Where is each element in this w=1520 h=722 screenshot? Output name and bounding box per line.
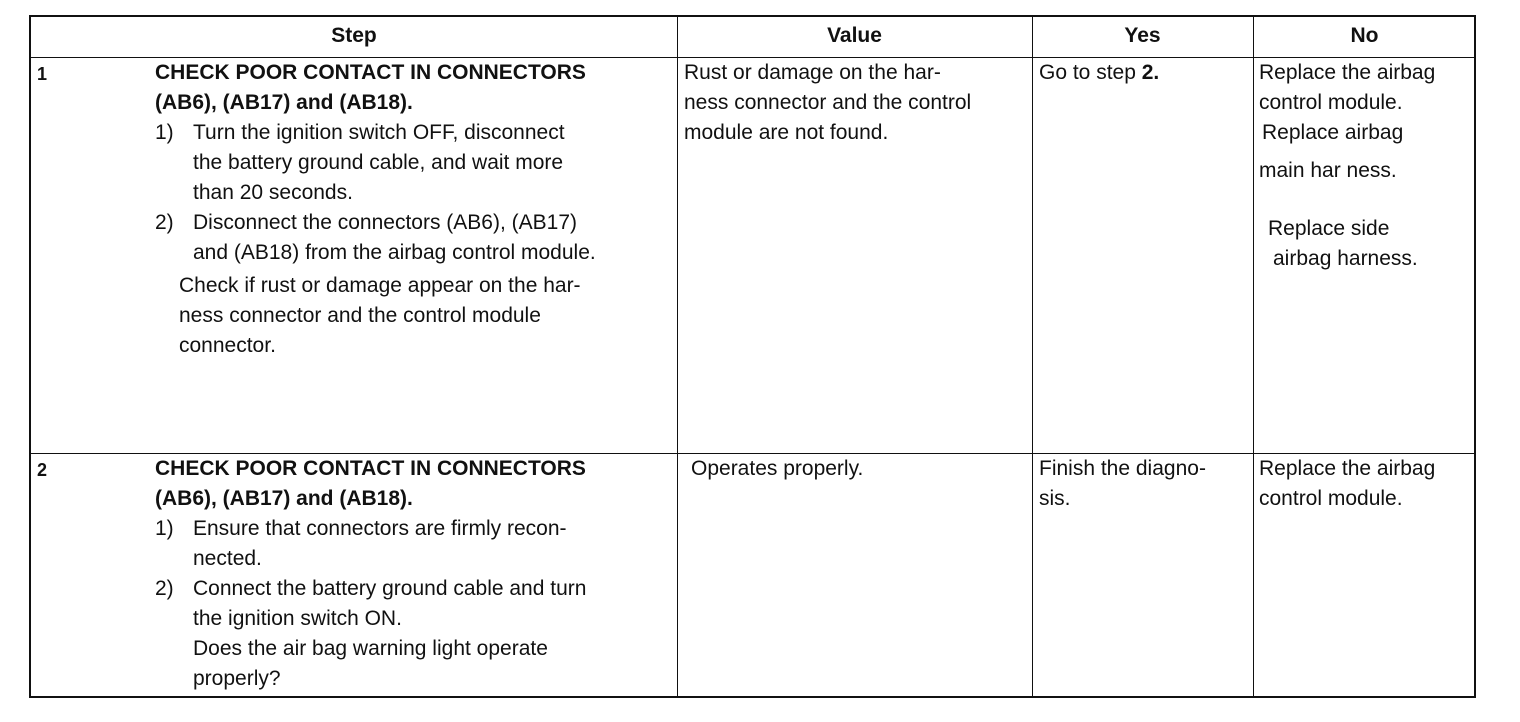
yes-line: Finish the diagno- xyxy=(1039,457,1206,480)
value-line: Operates properly. xyxy=(691,457,864,480)
no-line: airbag harness. xyxy=(1273,247,1418,270)
question-line: Does the air bag warning light operate xyxy=(193,637,548,660)
no-line: Replace the airbag xyxy=(1259,457,1436,480)
check-line: Check if rust or damage appear on the har- xyxy=(179,274,581,297)
value-line: module are not found. xyxy=(684,121,889,144)
check-line: connector. xyxy=(179,334,276,357)
step-description xyxy=(155,58,675,361)
value-cell xyxy=(684,58,1029,148)
no-line: Replace the airbag xyxy=(1259,61,1436,84)
substep-line: Ensure that connectors are firmly recon- xyxy=(193,517,567,540)
value-cell xyxy=(691,454,1029,484)
check-line: ness connector and the control module xyxy=(179,304,541,327)
column-divider xyxy=(677,17,678,696)
header-yes: Yes xyxy=(1124,24,1161,47)
substep xyxy=(155,574,675,634)
step-number: 2 xyxy=(37,460,48,480)
no-line: control module. xyxy=(1259,487,1403,510)
substep-marker: 2) xyxy=(155,211,174,234)
question-line: properly? xyxy=(193,667,281,690)
no-line: Replace airbag xyxy=(1262,121,1404,144)
substep xyxy=(155,514,675,574)
substep xyxy=(155,208,675,268)
yes-line: sis. xyxy=(1039,487,1071,510)
yes-step-ref: 2. xyxy=(1141,61,1160,84)
substep-line: Disconnect the connectors (AB6), (AB17) xyxy=(193,211,578,234)
column-divider xyxy=(1032,17,1033,696)
yes-cell xyxy=(1039,58,1249,88)
no-cell xyxy=(1259,58,1474,274)
value-line: ness connector and the control xyxy=(684,91,972,114)
diagnostic-table xyxy=(29,15,1476,698)
step-number: 1 xyxy=(37,64,48,84)
substep-line: and (AB18) from the airbag control module. xyxy=(193,241,596,264)
no-line: control module. xyxy=(1259,91,1403,114)
substep-marker: 1) xyxy=(155,121,174,144)
value-line: Rust or damage on the har- xyxy=(684,61,941,84)
step-title-continued: (AB6), (AB17) and (AB18). xyxy=(155,487,413,510)
column-divider xyxy=(1253,17,1254,696)
substep xyxy=(155,118,675,208)
substep-line: Connect the battery ground cable and turn xyxy=(193,577,587,600)
header-no: No xyxy=(1350,24,1379,47)
no-line: Replace side xyxy=(1268,217,1390,240)
header-value: Value xyxy=(827,24,882,47)
substep-marker: 2) xyxy=(155,577,174,600)
no-line: main har ness. xyxy=(1259,159,1397,182)
substep-marker: 1) xyxy=(155,517,174,540)
substep-line: nected. xyxy=(193,547,262,570)
step-title: CHECK POOR CONTACT IN CONNECTORS xyxy=(155,61,586,84)
no-cell xyxy=(1259,454,1474,514)
step-description xyxy=(155,454,675,694)
check-instruction xyxy=(155,271,675,361)
step-title: CHECK POOR CONTACT IN CONNECTORS xyxy=(155,457,586,480)
step-title-continued: (AB6), (AB17) and (AB18). xyxy=(155,91,413,114)
question xyxy=(155,634,675,694)
yes-cell xyxy=(1039,454,1249,514)
header-step: Step xyxy=(331,24,377,47)
substep-line: the battery ground cable, and wait more xyxy=(193,151,564,174)
substep-line: the ignition switch ON. xyxy=(193,607,402,630)
substep-line: Turn the ignition switch OFF, disconnect xyxy=(193,121,565,144)
substep-line: than 20 seconds. xyxy=(193,181,353,204)
yes-text: Go to step xyxy=(1039,61,1142,84)
